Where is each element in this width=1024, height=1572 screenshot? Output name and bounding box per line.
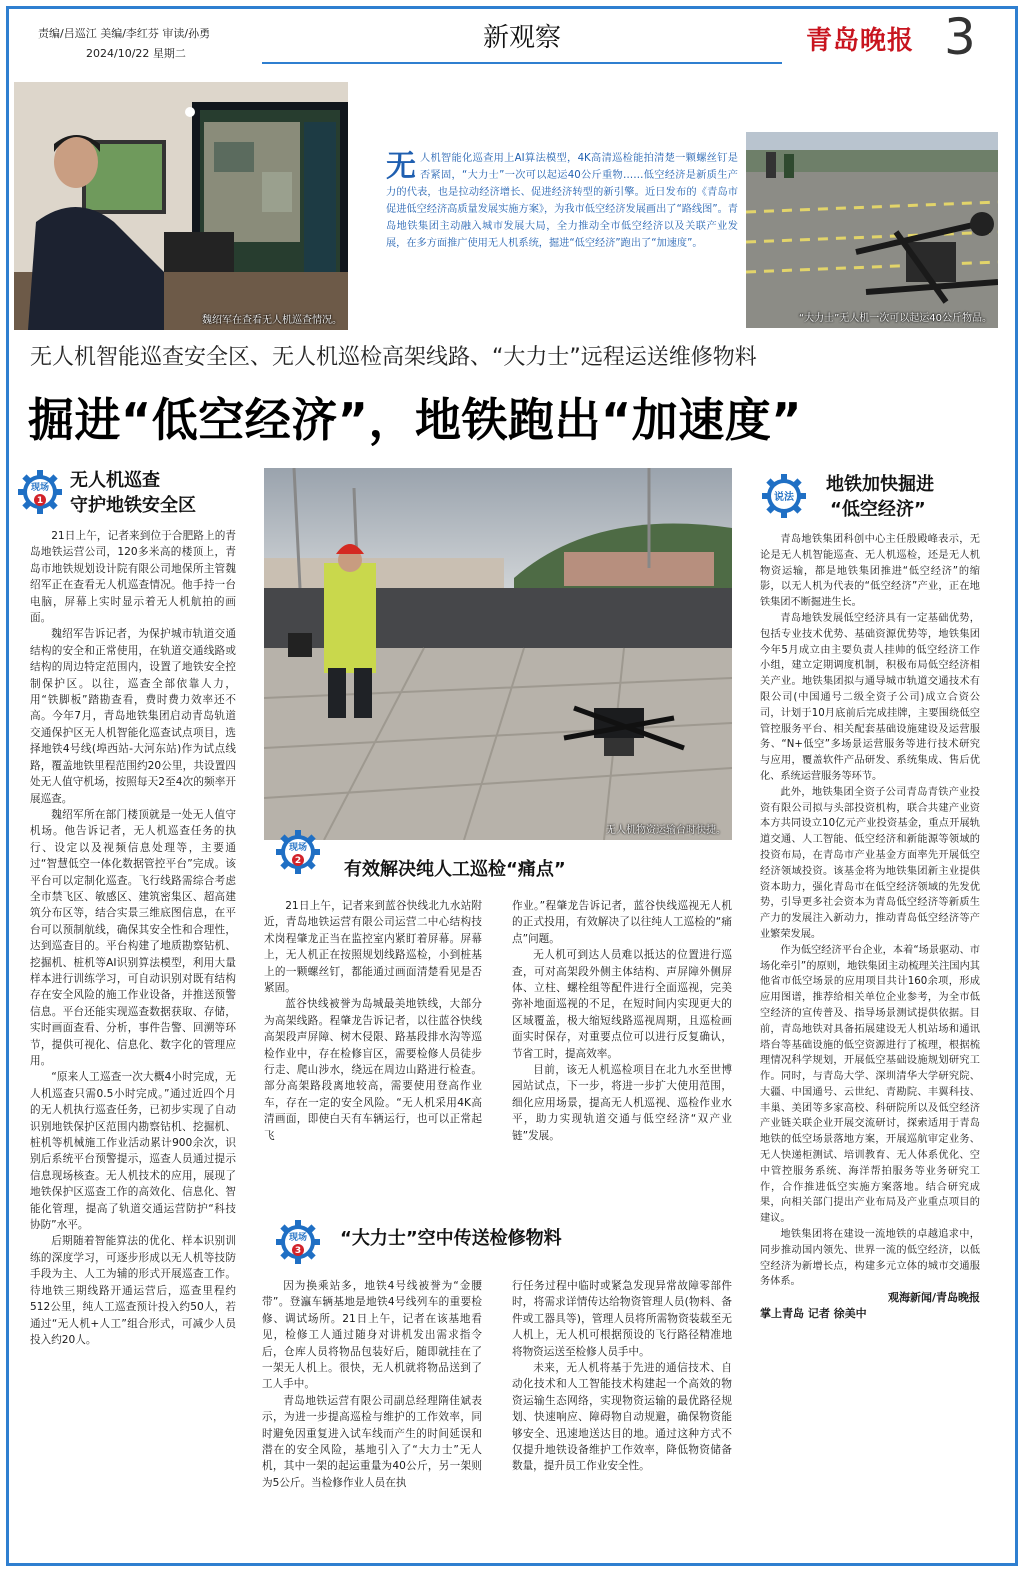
section2-paragraph: 作业。”程肇龙告诉记者，蓝谷快线巡视无人机的正式投用，有效解决了以往纯人工巡检的“痛点”问题。 xyxy=(512,900,732,945)
photo-inspection-room xyxy=(14,82,348,330)
section3-body-right xyxy=(512,1278,732,1550)
lead-text: 人机智能化巡查用上AI算法模型，4K高清巡检能拍清楚一颗螺丝钉是否紧固，“大力士”一次可以起运40公斤重物……低空经济是新质生产力的代表，也是拉动经济增长、促进经济转型的新引擎。近日发布的《青岛市促进低空经济高质量发展实施方案》，为我市低空经济发展画出了“路线图”。青岛地铁集团主动融入城市发展大局，全力推动全市低空经济以及关联产业发展，在多方面推广使用无人机系统，掘进“低空经济”跑出了“加速度”。 xyxy=(386,153,738,249)
badge-number: 2 xyxy=(294,856,302,866)
section1-title-line2: 守护地铁安全区 xyxy=(70,495,196,516)
section1-paragraph: “原来人工巡查一次大概4小时完成，无人机巡查只需0.5小时完成。”通过近四个月的无人机执行巡查任务，已初步实现了自动识别地铁保护区范围内勘察钻机、挖掘机、桩机等机械施工作业活动累计900余次，识别后系统平台预警提示，巡查人员通过提示信息现场核查。无人机技术的应用，展现了地铁保护区巡查工作的高效化、信息化、智能化管理，提高了轨道交通运营防护“科技协防”水平。 xyxy=(30,1071,236,1232)
section4-paragraph: 地铁集团将在建设一流地铁的卓越追求中，同步推动国内领先、世界一流的低空经济，以低空经济为新增长点，构建多元立体的城市交通服务体系。 xyxy=(760,1229,980,1288)
section4-paragraph: 青岛地铁发展低空经济具有一定基础优势，包括专业技术优势、基础资源优势等，地铁集团今年5月成立由主要负责人挂帅的低空经济工作小组，建立定期调度机制，积极布局低空经济相关产业。地铁集团拟与通导城市轨道交通技术有限公司(中国通号二级全资子公司)成立合资公司，计划于10月底前后完成挂牌，主要围绕低空管控服务平台、相关配套基础设施建设及运营服务、“N+低空”多场景运营服务等进行技术研究与应用，覆盖软件产品研发、系统集成、售后优化、系统运营服务等环节。 xyxy=(760,612,980,782)
gear-badge-2 xyxy=(276,830,320,874)
photo-heavy-drone xyxy=(746,132,998,328)
section3-title: “大力士”空中传送检修物料 xyxy=(340,1228,562,1249)
section3-body-left xyxy=(262,1278,482,1550)
date-line: 2024/10/22 星期二 xyxy=(86,47,186,60)
byline-reporter: 掌上青岛 记者 徐美中 xyxy=(760,1307,867,1321)
badge-scene-label: 现场 xyxy=(288,843,308,853)
section1-title-line1: 无人机巡查 xyxy=(70,470,160,491)
photo-drone-field-image xyxy=(264,468,732,840)
header-credits xyxy=(38,24,210,64)
photo-inspection-room-image xyxy=(14,82,348,330)
credits-line: 责编/吕巡江 美编/李红芬 审读/孙勇 xyxy=(38,27,211,40)
badge-scene-label: 现场 xyxy=(288,1233,308,1243)
section3-paragraph: 因为换乘站多，地铁4号线被誉为“金腰带”。登瀛车辆基地是地铁4号线列车的重要检修、调试场所。21日上午，记者在该基地看见，检修工人通过随身对讲机发出需求指令后，仓库人员将物品包装好后，随即就挂在了一架无人机上。很快，无人机就将物品送到了工人手中。 xyxy=(262,1280,482,1391)
section4-paragraph: 此外，地铁集团全资子公司青岛青铁产业投资有限公司拟与头部投资机构，联合共建产业资本方共同设立10亿元产业投资基金，重点开展轨道交通、人工智能、低空经济和新能源等领域的投资布局，在青岛市产业基金方面率先开展低空经济领域投资。该基金将为地铁集团新主业提供资本助力，强化青岛市在低空经济领域的先发优势，引导更多社会资本为青岛低空经济等新质生产力的发展注入新动力，推动青岛低空经济等产业繁荣发展。 xyxy=(760,786,980,940)
section1-body xyxy=(30,528,236,1550)
section2-paragraph: 无人机可到达人员难以抵达的位置进行巡查，可对高架段外侧主体结构、声屏障外侧屏体、立柱、螺栓组等配件进行全面巡视，完美弥补地面巡视的不足，在短时间内实现更大的区域覆盖，极大缩短线路巡视周期，且巡检画面实时保存，对重要点位可以进行反复确认，节省工时，提高效率。 xyxy=(512,949,732,1060)
section2-body-right xyxy=(512,898,732,1218)
section4-title-line2: “低空经济” xyxy=(830,499,926,520)
section2-paragraph: 蓝谷快线被誉为岛城最美地铁线，大部分为高架线路。程肇龙告诉记者，以往蓝谷快线高架段声屏障、树木侵限、路基段排水沟等巡检作业中，存在检修盲区，需要检修人员徒步行走、爬山涉水，绕远在周边山路进行检查。部分高架路段离地较高，需要使用登高作业车，存在一定的安全风险。“无人机采用4K高清画面，即使白天有车辆运行，也可以正常起飞 xyxy=(264,998,482,1142)
section4-title xyxy=(826,472,934,522)
section1-paragraph: 魏绍军所在部门楼顶就是一处无人值守机场。他告诉记者，无人机巡查任务的执行、设定以及视频信息处理等，主要通过“智慧低空一体化数据管控平台”完成。该平台可以定制化巡查。飞行线路需综合考虑全市禁飞区、敏感区、建筑密集区、超高建筑分布区等，结合实景三维底图信息，在平台可以预制航线，确保其安全性和合理性，达到巡查目的。平台构建了地质勘察钻机、挖掘机、桩机等AI识别算法模型，利用大量样本进行训练学习，可自动识别对既有结构存在安全风险的施工作业设备，并推送预警信息。平台还能实现巡查数据获取、存储，实时画面查看、分析，事件告警、回溯等环节，提供可视化、信息化、数字化的管理应用。 xyxy=(30,808,236,1067)
lead-dropcap: 无 xyxy=(386,149,416,184)
headline: 掘进“低空经济”，地铁跑出“加速度” xyxy=(28,393,802,447)
section3-paragraph: 未来，无人机将基于先进的通信技术、自动化技术和人工智能技术构建起一个高效的物资运输生态网络，实现物资运输的最优路径规划、快速响应、障碍物自动规避，确保物资能够安全、迅速地送达目的地。通过这种方式不仅提升地铁设备维护工作效率，降低物资储备数量，提升员工作业安全性。 xyxy=(512,1362,732,1473)
section2-body-left xyxy=(264,898,482,1218)
badge-scene-label: 现场 xyxy=(30,483,50,493)
page-number: 3 xyxy=(944,8,976,66)
gear-badge-1 xyxy=(18,470,62,514)
photo-drone-field xyxy=(264,468,732,840)
gear-badge-say xyxy=(762,474,806,518)
lead-paragraph xyxy=(386,150,738,252)
photo-caption: 魏绍军在查看无人机巡查情况。 xyxy=(202,315,342,326)
section4-paragraph: 作为低空经济平台企业，本着“场景驱动、市场化牵引”的原则，地铁集团主动梳理关注国内其他省市低空场景的应用项目共计160余项，形成应用图谱，推荐给相关单位企业参考，为全市低空经济的宣传普及、指导场景测试提供依据。目前，青岛地铁对具备拓展建设无人机站场和通讯塔台等基础设施的低空资源进行了梳理，根据梳理情况科学规划，开展低空基础设施规划研究工作。同时，与青岛大学、深圳清华大学研究院、大疆、中国通号、云世纪、青勘院、丰翼科技、丰巢、美团等多家高校、科研院所以及低空经济产业链关联企业开展交流研讨，探索适用于青岛地铁的低空场景落地方案，开展巡航审定业务、无人快递柜测试、培训教育、无人体系优化、空中管控服务系统、海洋帮拍服务等业务研究工作，合作推进低空实施方案落地。结合研究成果，向相关部门提出产业布局及产业重点项目的建议。 xyxy=(760,944,980,1225)
section2-paragraph: 目前，该无人机巡检项目在北九水至世博园站试点，下一步，将进一步扩大使用范围，细化应用场景，提高无人机巡视、巡检作业水平，助力实现轨道交通与低空经济“双产业链”发展。 xyxy=(512,1064,732,1142)
badge-number: 1 xyxy=(36,496,44,506)
section4-title-line1: 地铁加快掘进 xyxy=(826,474,934,495)
section1-paragraph: 21日上午，记者来到位于合肥路上的青岛地铁运营公司，120多米高的楼顶上，青岛市地铁规划设计院有限公司地保所主管魏绍军正在查看无人机巡查情况。他手持一台电脑，屏幕上实时显示着无人机航拍的画面。 xyxy=(30,530,236,625)
badge-say-label: 说法 xyxy=(774,492,794,503)
section2-title: 有效解决纯人工巡检“痛点” xyxy=(344,859,566,880)
section1-title xyxy=(70,468,196,518)
gear-badge-3 xyxy=(276,1220,320,1264)
section3-paragraph: 青岛地铁运营有限公司副总经理隋佳斌表示，为进一步提高巡检与维护的工作效率，同时避免因重复进入试车线而产生的时间延误和潜在的安全风险，基地引入了“大力士”无人机，其中一架的起运重量为40公斤，另一架则为5公斤。当检修作业人员在执 xyxy=(262,1394,482,1489)
section2-paragraph: 21日上午，记者来到蓝谷快线北九水站附近，青岛地铁运营有限公司运营二中心结构技术岗程肇龙正当在监控室内紧盯着屏幕。屏幕上，无人机正在按照规划线路巡检，小到桩基上的一颗螺丝钉，都能通过画面清楚看见是否紧固。 xyxy=(264,900,482,995)
headline-subtitle: 无人机智能巡查安全区、无人机巡检高架线路、“大力士”远程运送维修物料 xyxy=(30,345,757,370)
photo-heavy-drone-image xyxy=(746,132,998,328)
section4-paragraph: 青岛地铁集团科创中心主任殷殿峰表示，无论是无人机智能巡查、无人机巡检，还是无人机物资运输，都是地铁集团推进“低空经济”的缩影，以无人机为代表的“低空经济”产业，正在地铁集团不断掘进生长。 xyxy=(760,534,980,609)
section-title: 新观察 xyxy=(262,14,782,64)
newspaper-logo: 青岛晚报 xyxy=(806,26,915,56)
photo-caption: 无人机物资运输台时快捷。 xyxy=(606,825,726,836)
section4-body xyxy=(760,532,980,1546)
section1-paragraph: 魏绍军告诉记者，为保护城市轨道交通结构的安全和正常使用，在轨道交通线路或结构的周边特定范围内，设置了地铁安全控制保护区。以往，巡查全部依靠人力，用“铁脚板”踏勘查看，费时费力效率还不高。今年7月，青岛地铁集团启动青岛轨道交通保护区无人机智能化巡查试点项目，选择地铁4号线(埠西站-大河东站)作为试点线路，覆盖地铁里程范围约20公里，共设置四处无人值守机场，按照每天2至4次的频率开展巡查。 xyxy=(30,628,236,805)
photo-caption: “大力士”无人机一次可以起运40公斤物品。 xyxy=(798,313,992,324)
byline-media: 观海新闻/青岛晚报 xyxy=(887,1291,980,1305)
section1-paragraph: 后期随着智能算法的优化、样本识别训练的深度学习，可逐步形成以无人机等技防手段为主、人工为辅的形式开展巡查工作。待地铁三期线路开通运营后，巡查里程约512公里，纯人工巡查预计投入约50人，若通过“无人机+人工”组合形式，可减少人员投入约20人。 xyxy=(30,1235,236,1346)
badge-number: 3 xyxy=(294,1246,302,1256)
section3-paragraph: 行任务过程中临时或紧急发现异常故障零部件时，将需求详情传达给物资管理人员(物料、备件或工器具等)，管理人员将所需物资装载至无人机上，无人机可根据预设的飞行路径精准地将物资运送至检修人员手中。 xyxy=(512,1280,732,1358)
